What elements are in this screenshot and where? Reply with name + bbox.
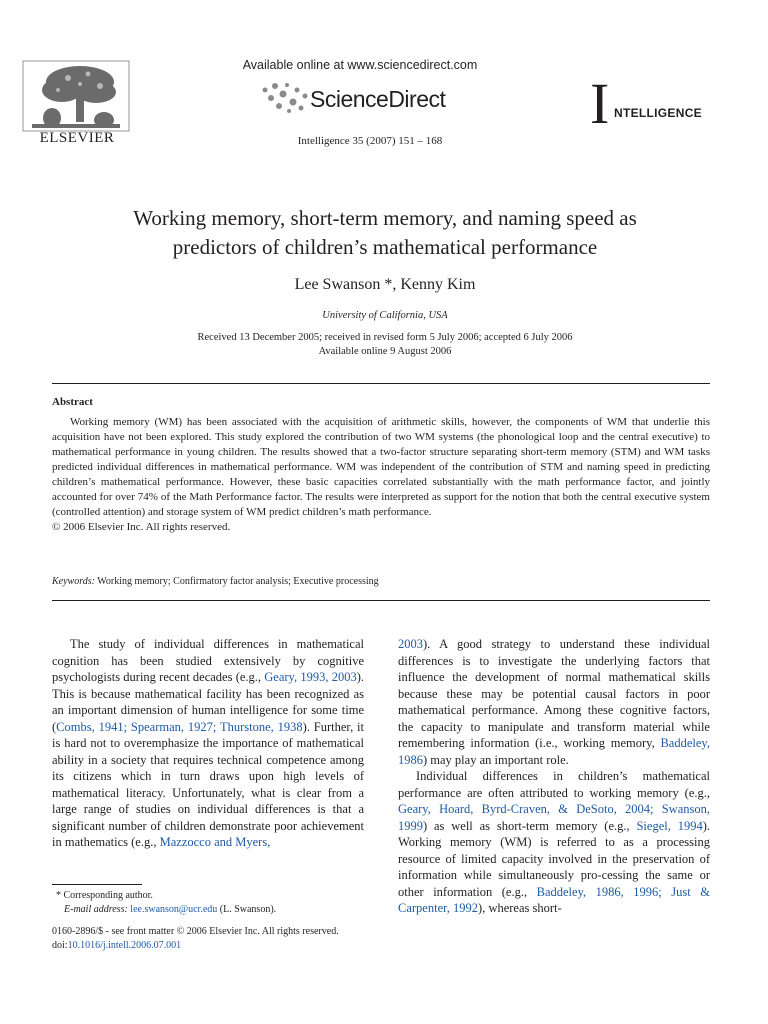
- journal-citation: Intelligence 35 (2007) 151 – 168: [297, 135, 443, 147]
- keywords: [52, 576, 710, 587]
- citation-link[interactable]: 2003: [398, 637, 423, 651]
- abstract-top-rule: [52, 383, 710, 384]
- body-text: ). This is because mathematical facility has been recognized as an important dimension of human intelligence for some time (: [52, 670, 364, 734]
- body-text: The study of individual differences in mathematical cognition has been studied extensively by cognitive psychologists during recent decades (e.g.,: [52, 637, 364, 684]
- title-line-1: Working memory, short-term memory, and naming speed as: [133, 206, 637, 230]
- doi-label: doi:: [52, 940, 68, 951]
- email-link[interactable]: lee.swanson@ucr.edu: [130, 904, 218, 915]
- citation-link[interactable]: Baddeley, 1986: [398, 736, 710, 767]
- title-line-2: predictors of children’s mathematical performance: [172, 235, 598, 259]
- body-paragraph: [398, 768, 710, 917]
- email-tail: (L. Swanson).: [217, 904, 277, 915]
- doi-line: [52, 939, 392, 953]
- body-paragraph: [52, 636, 364, 851]
- authors: [50, 276, 720, 294]
- corresponding-author-note: * Corresponding author.: [56, 890, 153, 901]
- journal-logo-name: NTELLIGENCE: [614, 106, 702, 120]
- keywords-label: Keywords:: [52, 576, 95, 587]
- sciencedirect-wordmark: ScienceDirect: [310, 86, 446, 112]
- front-matter: [52, 925, 392, 953]
- body-text: ) may play an important role.: [423, 752, 569, 767]
- doi-link[interactable]: 10.1016/j.intell.2006.07.001: [67, 940, 182, 951]
- available-online-text: Available online at www.sciencedirect.com: [242, 58, 478, 72]
- footnote: [52, 889, 372, 917]
- publisher-name: ELSEVIER: [39, 130, 115, 146]
- affiliation: University of California, USA: [322, 310, 448, 321]
- available-date: Available online 9 August 2006: [318, 346, 452, 357]
- article-dates: [50, 331, 720, 359]
- abstract-copyright: © 2006 Elsevier Inc. All rights reserved.: [52, 521, 231, 533]
- body-column-right: [398, 636, 710, 917]
- body-text: ). Further, it is hard not to overemphasize the importance of mathematical ability in a society that requires technical competence among its citizens which in turn draws upon high levels of mathematical literacy. Unfortunately, what is clear from a large range of studies on individual differences is that a significant number of children demonstrate poor achievement in mathematics (e.g.,: [52, 719, 365, 849]
- abstract-body: [52, 415, 710, 535]
- received-dates: Received 13 December 2005; received in revised form 5 July 2006; accepted 6 July 2006: [197, 332, 573, 343]
- author-2: , Kenny Kim: [392, 276, 476, 293]
- citation-link[interactable]: Mazzocco and Myers,: [159, 835, 271, 849]
- citation-link[interactable]: Geary, 1993, 2003: [264, 670, 357, 684]
- footnote-rule: [52, 884, 142, 885]
- citation-link[interactable]: Geary, Hoard, Byrd-Craven, & DeSoto, 2004; Swanson, 1999: [398, 802, 710, 833]
- body-text: ) as well as short-term memory (e.g.,: [423, 818, 637, 833]
- body-text: Individual differences in children’s mathematical performance are often attributed to working memory (e.g.,: [398, 769, 710, 800]
- body-text: ). A good strategy to understand these individual differences is to investigate the underlying factors that influence the development of normal mathematical skills because these may be potential causal factors in poor mathematical performance. Among these cognitive factors, the capacity to manipulate and transform material while remembering information (i.e., working memory,: [398, 637, 710, 750]
- body-paragraph: [398, 636, 710, 768]
- journal-logo-initial: I: [590, 71, 610, 136]
- body-text: ). Working memory (WM) is referred to as a processing resource of limited capacity involved in the preservation of information while simultaneously pro-cessing the same or other information (e.g.,: [398, 818, 710, 899]
- abstract-bottom-rule: [52, 600, 710, 601]
- email-line: [52, 903, 372, 917]
- citation-link[interactable]: Siegel, 1994: [636, 818, 703, 833]
- citation-link[interactable]: Combs, 1941; Spearman, 1927; Thurstone, 1938: [56, 719, 303, 734]
- abstract-text: Working memory (WM) has been associated with the acquisition of arithmetic skills, however, the components of WM that underlie this acquisition have not been explored. This study explored the contribution of two WM systems (the phonological loop and the central executive) to mathematical performance in young children. The results showed that a two-factor structure separating short-term memory (STM) and WM tasks predicted individual differences in mathematical performance. WM was independent of the contribution of STM and naming speed in predicting children’s mathematical performance. However, these basic capacities correlated substantially with the math performance factor, and jointly accounted for over 74% of the Math Performance factor. The results were interpreted as support for the notion that both the central executive system (controlled attention) and storage system of WM predict children’s math performance.: [52, 416, 710, 518]
- corresponding-mark[interactable]: *: [380, 276, 393, 293]
- body-column-left: [52, 636, 364, 851]
- abstract-heading: Abstract: [52, 396, 93, 408]
- body-text: ), whereas short-: [478, 901, 562, 915]
- author-1: Lee Swanson: [294, 276, 381, 293]
- keywords-list: Working memory; Confirmatory factor analysis; Executive processing: [97, 576, 379, 587]
- email-label: E-mail address:: [64, 904, 128, 915]
- front-matter-line: 0160-2896/$ - see front matter © 2006 Elsevier Inc. All rights reserved.: [52, 926, 339, 937]
- article-title: [50, 204, 720, 262]
- citation-link[interactable]: Baddeley, 1986, 1996; Just & Carpenter, 1992: [398, 884, 710, 915]
